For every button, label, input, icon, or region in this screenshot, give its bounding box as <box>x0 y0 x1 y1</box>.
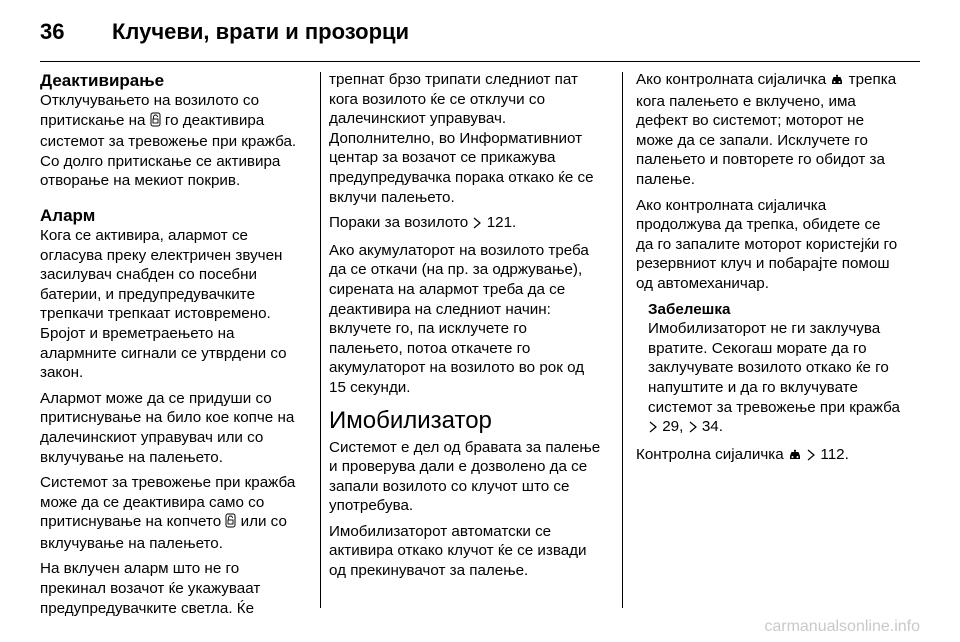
unlock-button-icon <box>225 513 236 534</box>
alarm-paragraph-2: Алармот може да се придуши со притиснување на било кое копче на далечинскиот управувач или со вклучување на палењето. <box>40 389 295 466</box>
warning-light-paragraph-2: Ако контролната сијаличка продолжува да трепка, обидете се да го запалите моторот користејќи го резервниот клуч и побарајте помош од автомеханичар. <box>636 196 898 292</box>
alarm-paragraph-3: Системот за тревожење при кражба може да се деактивира само со притиснување на копчето или со вклучување на палењето. <box>40 474 296 552</box>
column-divider-2 <box>622 72 623 608</box>
alarm-heading: Аларм <box>40 205 96 225</box>
page-number: 36 <box>40 19 65 44</box>
page-title: Клучеви, врати и прозорци <box>112 19 410 44</box>
column-1 <box>40 70 302 624</box>
deactivation-paragraph: Отклучувањето на возилото со притискање на го деактивира системот за тревожење при кражба. Со долго притискање се активира отворање на мекиот покрив. <box>40 92 297 190</box>
vehicle-messages-reference: Пораки за возилото 121. <box>329 213 603 235</box>
page-reference-arrow-icon <box>688 419 698 439</box>
watermark: carmanualsonline.info <box>764 618 920 635</box>
warning-light-paragraph-1: Ако контролната сијаличка трепка кога палењето е вклучено, има дефект во системот; моторот не може да се запали. Исклучете го палењето и повторете го обидот за палење. <box>636 71 897 188</box>
alarm-paragraph-1: Кога се активира, алармот се огласува преку електричен звучен засилувач снабден со посебни батерии, и предупредувачките трепкачи трепкаат истовремено. Бројот и времетраењето на алармните сигнали се утврдени со закон. <box>40 226 287 382</box>
note-text: Имобилизаторот не ги заклучува вратите. Секогаш морате да го заклучувате возилото откако ќе го напуштите и да го вклучувате системот за тревожење при кражба 29, 34. <box>648 319 902 439</box>
immobilizer-car-key-icon <box>788 447 802 467</box>
note-box <box>648 300 902 439</box>
immobilizer-heading: Имобилизатор <box>329 406 492 434</box>
column-2 <box>329 70 603 587</box>
immobilizer-paragraph-2: Имобилизаторот автоматски се активира откако клучот ќе се извади од прекинувачот за палење. <box>329 522 587 580</box>
page-reference-arrow-icon <box>648 419 658 439</box>
note-heading: Забелешка <box>648 300 731 318</box>
page-reference-arrow-icon <box>472 215 482 235</box>
reference-link[interactable]: 112. <box>820 445 849 463</box>
column-3 <box>636 70 902 472</box>
reference-link[interactable]: 29, <box>662 418 684 436</box>
deactivation-heading: Деактивирање <box>40 71 165 90</box>
unlock-button-icon <box>150 112 161 133</box>
page-header <box>40 14 409 50</box>
alarm-paragraph-continued: трепнат брзо трипати следниот пат кога возилото ќе се отклучи со далечинскиот управувач. Дополнително, во Информативниот центар за возачот се прикажува предупредувачка порака откако ќе се вклучи палењето. <box>329 71 594 206</box>
reference-link[interactable]: 121. <box>486 214 517 232</box>
immobilizer-paragraph-1: Системот е дел од бравата за палење и проверува дали е дозволено да се запали возилото со клучот што се употребува. <box>329 438 601 515</box>
header-divider <box>40 61 920 62</box>
battery-paragraph: Ако акумулаторот на возилото треба да се откачи (на пр. за одржување), сирената на алармот треба да се деактивира на следниот начин: вклучете го, па исклучете го палењето, потоа откачете го акумулаторот на возилото во рок од 15 секунди. <box>329 241 589 396</box>
warning-light-reference: Контролна сијаличка 112. <box>636 445 902 467</box>
immobilizer-car-key-icon <box>830 72 844 92</box>
column-divider-1 <box>320 72 321 608</box>
reference-link[interactable]: 34. <box>701 418 723 436</box>
page-reference-arrow-icon <box>806 447 816 467</box>
alarm-paragraph-4: На вклучен аларм што не го прекинал возачот ќе укажуваат предупредувачките светла. Ќе <box>40 560 261 617</box>
